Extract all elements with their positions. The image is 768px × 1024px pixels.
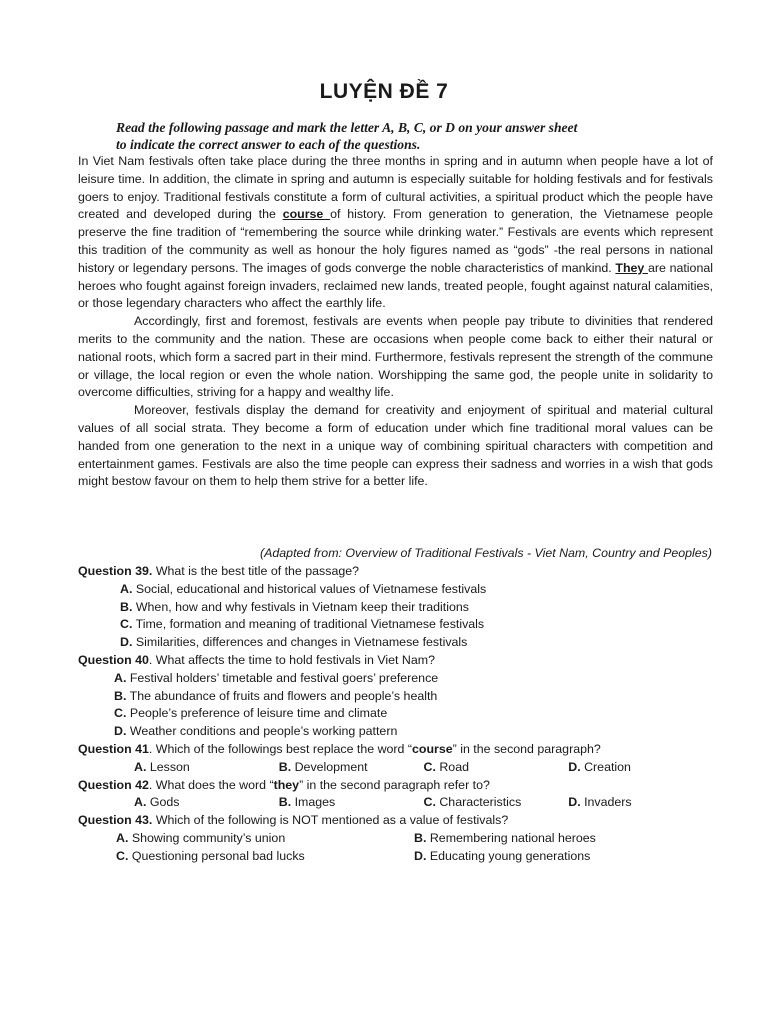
option-41-c bbox=[424, 759, 569, 777]
option-letter: D. bbox=[568, 759, 581, 774]
question-label: Question 43. bbox=[78, 813, 153, 828]
option-letter: D. bbox=[568, 795, 581, 810]
option-text: When, how and why festivals in Vietnam keep their traditions bbox=[132, 599, 469, 614]
option-42-d bbox=[568, 794, 713, 812]
option-letter: C. bbox=[120, 617, 133, 632]
option-40-b bbox=[78, 688, 713, 706]
question-text: What is the best title of the passage? bbox=[152, 564, 360, 578]
option-text: Weather conditions and people’s working pattern bbox=[126, 724, 398, 739]
question-40 bbox=[78, 652, 713, 670]
option-text: Showing community’s union bbox=[128, 830, 286, 845]
option-text: Gods bbox=[146, 795, 180, 810]
option-letter: C. bbox=[114, 706, 127, 721]
option-text: Festival holders’ timetable and festival goers’ preference bbox=[126, 670, 439, 685]
options-43-row-1 bbox=[78, 830, 713, 848]
questions-section bbox=[78, 563, 713, 866]
option-letter: D. bbox=[414, 848, 427, 863]
question-text: . What affects the time to hold festivals in Viet Nam? bbox=[148, 652, 435, 667]
question-keyword: course bbox=[412, 741, 453, 756]
question-label: Question 42 bbox=[78, 777, 149, 792]
option-43-a bbox=[116, 830, 414, 848]
question-42 bbox=[78, 777, 713, 795]
option-letter: D. bbox=[120, 635, 133, 650]
option-41-d bbox=[568, 759, 713, 777]
option-letter: A. bbox=[120, 581, 133, 596]
option-letter: D. bbox=[114, 724, 127, 739]
option-41-b bbox=[279, 759, 424, 777]
option-text: Remembering national heroes bbox=[426, 830, 596, 845]
paragraph-1-part-a: In Viet Nam festivals often take place during the three months in spring and in autumn when people have a lot of leisure time. In addition, the climate in spring and autumn is especially suitable for holding festivals and for festivals goers to enjoy. Traditional festivals constitute a form of cultural activities, a spiritual product which the people have created and developed during the bbox=[78, 154, 713, 222]
option-letter: C. bbox=[423, 759, 436, 774]
question-label: Question 41 bbox=[78, 741, 149, 756]
option-40-c bbox=[78, 705, 713, 723]
option-text: Characteristics bbox=[435, 795, 522, 810]
paragraph-1-part-b: of history. From generation to generation, the Vietnamese people preserve the fine tradition of “remembering the source while drinking water.” Festivals are events which represent this tradition of the community as well as honour the holy figures named as “gods” -the real persons in national history or legendary persons. The images of gods converge the noble characteristics of mankind. bbox=[78, 207, 713, 275]
option-43-b bbox=[414, 830, 596, 848]
instruction-line-2: to indicate the correct answer to each of the questions. bbox=[116, 137, 421, 152]
paragraph-1-part-c: are national heroes who fought against foreign invaders, reclaimed new lands, treated people, fought against natural calamities, or those legendary characters who affect the earthly life. bbox=[78, 260, 713, 311]
option-letter: C. bbox=[423, 795, 436, 810]
option-letter: A. bbox=[114, 670, 127, 685]
paragraph-1 bbox=[78, 153, 713, 313]
question-text-b: ” in the second paragraph? bbox=[452, 741, 601, 756]
option-42-b bbox=[279, 794, 424, 812]
option-text: People’s preference of leisure time and climate bbox=[126, 706, 388, 721]
option-text: Educating young generations bbox=[426, 848, 591, 863]
question-text: Which of the following is NOT mentioned as a value of festivals? bbox=[152, 813, 509, 828]
options-41 bbox=[78, 759, 713, 777]
instruction-line-1: Read the following passage and mark the letter A, B, C, or D on your answer sheet bbox=[116, 120, 578, 135]
option-letter: C. bbox=[116, 848, 129, 863]
question-text-a: . What does the word “ bbox=[148, 777, 274, 792]
option-letter: A. bbox=[134, 795, 147, 810]
highlighted-word-they: They bbox=[615, 260, 648, 275]
option-43-d bbox=[414, 848, 590, 866]
question-41 bbox=[78, 741, 713, 759]
option-letter: B. bbox=[278, 759, 292, 774]
question-39 bbox=[78, 563, 713, 581]
question-label: Question 40 bbox=[78, 652, 149, 667]
option-39-d bbox=[78, 634, 713, 652]
paragraph-2: Accordingly, first and foremost, festivals are events when people pay tribute to divinities that rendered merits to the community and the nation. These are occasions when people come back to either their natural or national roots, which form a sacred part in their mind. Furthermore, festivals represent the strength of the commune or village, the local region or even the whole nation. Worshipping the same god, the people unite in solidarity to overcome difficulties, striving for a happy and wealthy life. bbox=[78, 314, 713, 400]
option-letter: B. bbox=[114, 688, 127, 703]
option-letter: B. bbox=[414, 830, 427, 845]
question-keyword: they bbox=[273, 777, 300, 792]
option-40-d bbox=[78, 723, 713, 741]
option-letter: B. bbox=[278, 795, 292, 810]
option-40-a bbox=[78, 670, 713, 688]
option-39-c bbox=[78, 616, 713, 634]
question-43 bbox=[78, 812, 713, 830]
option-text: Similarities, differences and changes in Vietnamese festivals bbox=[132, 635, 468, 650]
paragraph-3: Moreover, festivals display the demand for creativity and enjoyment of spiritual and material cultural values of all social strata. They become a form of education under which fine traditional moral values can be handed from one generation to the next in a unique way of combining spiritual characters with competition and entertainment games. Festivals are also the time people can express their sadness and worries in a wish that gods might bestow favour on them to help them strive for a better life. bbox=[78, 403, 713, 489]
question-text-a: . Which of the followings best replace the word “ bbox=[148, 741, 413, 756]
option-39-b bbox=[78, 599, 713, 617]
option-text: Social, educational and historical values of Vietnamese festivals bbox=[132, 581, 487, 596]
question-text-b: ” in the second paragraph refer to? bbox=[299, 777, 490, 792]
option-text: Development bbox=[291, 759, 368, 774]
reading-passage bbox=[78, 153, 713, 491]
option-text: Road bbox=[435, 759, 469, 774]
option-text: Creation bbox=[580, 759, 631, 774]
option-text: Questioning personal bad lucks bbox=[128, 848, 305, 863]
question-label: Question 39. bbox=[78, 564, 153, 578]
passage-source: (Adapted from: Overview of Traditional Festivals - Viet Nam, Country and Peoples) bbox=[260, 546, 712, 560]
option-42-c bbox=[424, 794, 569, 812]
option-text: Images bbox=[291, 795, 336, 810]
instruction bbox=[116, 119, 716, 153]
option-text: The abundance of fruits and flowers and people’s health bbox=[126, 688, 438, 703]
page-title: LUYỆN ĐỀ 7 bbox=[319, 80, 449, 103]
option-43-c bbox=[116, 848, 414, 866]
option-letter: A. bbox=[134, 759, 147, 774]
option-letter: B. bbox=[120, 599, 133, 614]
option-text: Time, formation and meaning of traditional Vietnamese festivals bbox=[132, 617, 485, 632]
options-42 bbox=[78, 794, 713, 812]
option-41-a bbox=[134, 759, 279, 777]
option-text: Lesson bbox=[146, 759, 190, 774]
options-43-row-2 bbox=[78, 848, 713, 866]
option-text: Invaders bbox=[580, 795, 632, 810]
option-39-a bbox=[78, 581, 713, 599]
option-letter: A. bbox=[116, 830, 129, 845]
option-42-a bbox=[134, 794, 279, 812]
highlighted-word-course: course bbox=[282, 207, 331, 222]
